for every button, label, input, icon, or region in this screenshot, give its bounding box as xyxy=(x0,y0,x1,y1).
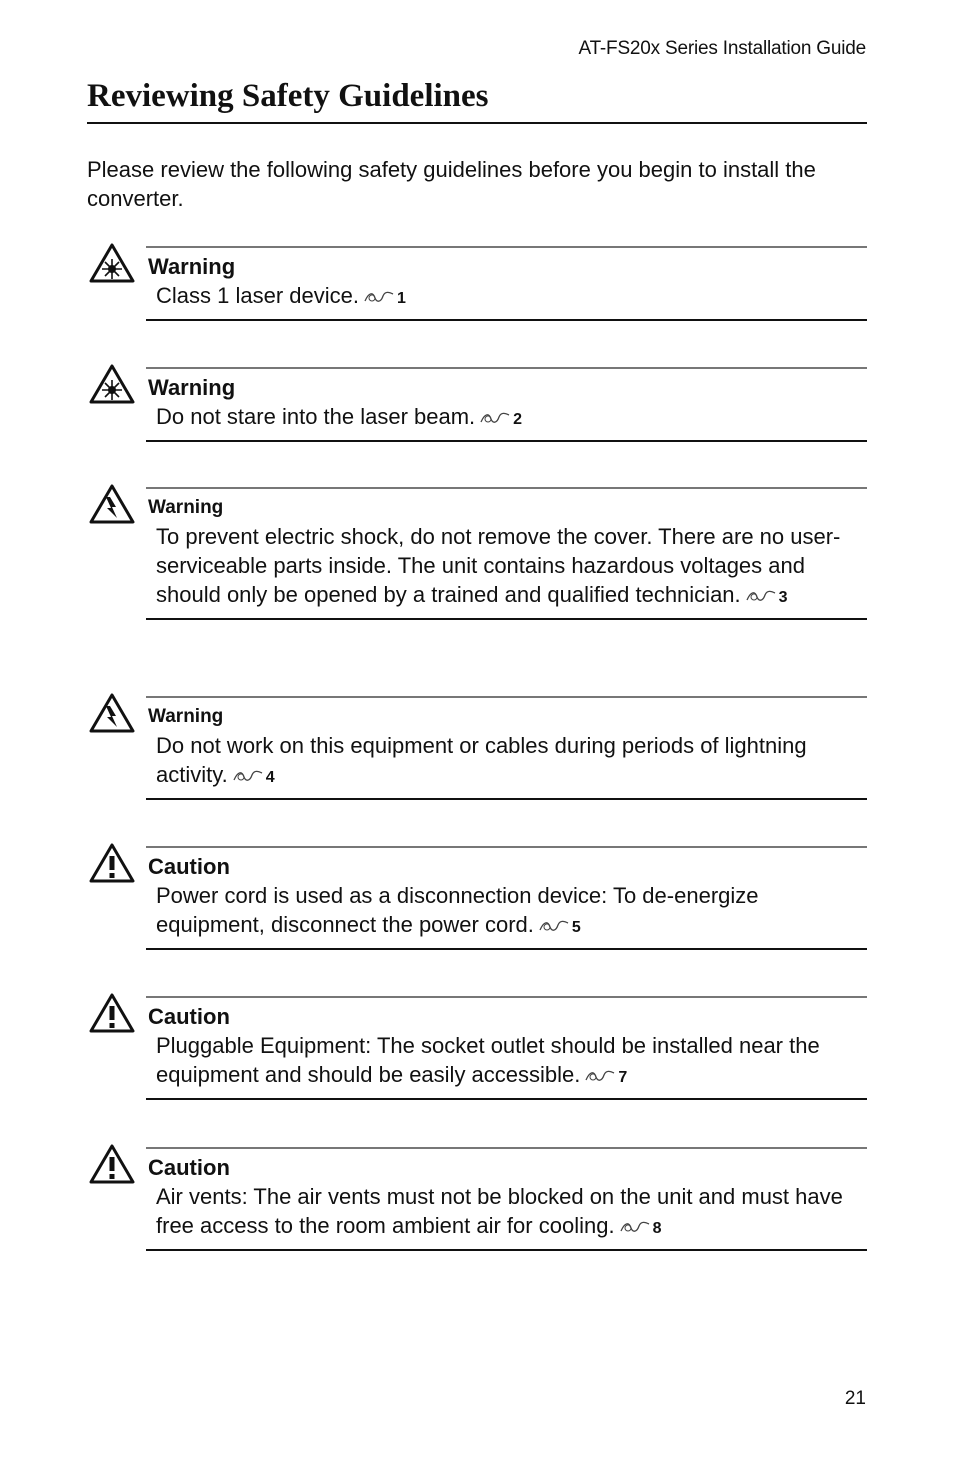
notice-box xyxy=(146,367,867,442)
intro-paragraph: Please review the following safety guidelines before you begin to install the converter. xyxy=(87,157,816,211)
cross-reference-icon xyxy=(479,411,511,425)
caution-icon xyxy=(89,992,135,1034)
electric-shock-icon xyxy=(89,692,135,734)
notice-box xyxy=(146,1147,867,1251)
notice-label: Caution xyxy=(148,854,230,879)
notice-text: Power cord is used as a disconnection device: To de-energize equipment, disconnect the power cord. 5 xyxy=(156,883,759,937)
page-title: Reviewing Safety Guidelines xyxy=(87,78,489,114)
reference-number: 5 xyxy=(571,919,581,936)
page-number: 21 xyxy=(844,1388,866,1409)
reference-number: 4 xyxy=(265,769,275,786)
notice-text: Class 1 laser device. 1 xyxy=(156,283,406,308)
reference-number: 7 xyxy=(618,1069,628,1086)
notice-box xyxy=(146,846,867,950)
notice-text: To prevent electric shock, do not remove the cover. There are no user-serviceable parts inside. The unit contains hazardous voltages and should only be opened by a trained and qualified technician. 3 xyxy=(156,524,841,607)
electric-shock-icon xyxy=(89,483,135,525)
reference-number: 2 xyxy=(513,411,523,428)
reference-number: 3 xyxy=(778,589,788,606)
cross-reference-icon xyxy=(584,1069,616,1083)
cross-reference-icon xyxy=(619,1220,651,1234)
running-header: AT-FS20x Series Installation Guide xyxy=(578,38,866,59)
cross-reference-icon xyxy=(363,290,395,304)
cross-reference-icon xyxy=(232,769,264,783)
notice-label: Warning xyxy=(148,375,236,400)
caution-icon xyxy=(89,842,135,884)
caution-icon xyxy=(89,1143,135,1185)
notice-box xyxy=(146,696,867,800)
laser-warning-icon xyxy=(89,242,135,284)
cross-reference-icon xyxy=(538,919,570,933)
notice-box xyxy=(146,487,867,620)
notice-text: Pluggable Equipment: The socket outlet should be installed near the equipment and should be easily accessible. 7 xyxy=(156,1033,820,1087)
notice-text: Do not stare into the laser beam. 2 xyxy=(156,404,523,429)
notice-label: Caution xyxy=(148,1155,230,1180)
notice-text: Do not work on this equipment or cables during periods of lightning activity. 4 xyxy=(156,733,807,787)
reference-number: 8 xyxy=(652,1220,662,1237)
laser-warning-icon xyxy=(89,363,135,405)
notice-label: Warning xyxy=(148,254,236,279)
cross-reference-icon xyxy=(745,589,777,603)
notice-label: Warning xyxy=(148,497,224,518)
notice-label: Warning xyxy=(148,706,224,727)
notice-label: Caution xyxy=(148,1004,230,1029)
notice-box xyxy=(146,246,867,321)
notice-box xyxy=(146,996,867,1100)
notice-text: Air vents: The air vents must not be blocked on the unit and must have free access to the room ambient air for cooling. 8 xyxy=(156,1184,843,1238)
title-rule xyxy=(87,122,867,124)
reference-number: 1 xyxy=(396,290,406,307)
